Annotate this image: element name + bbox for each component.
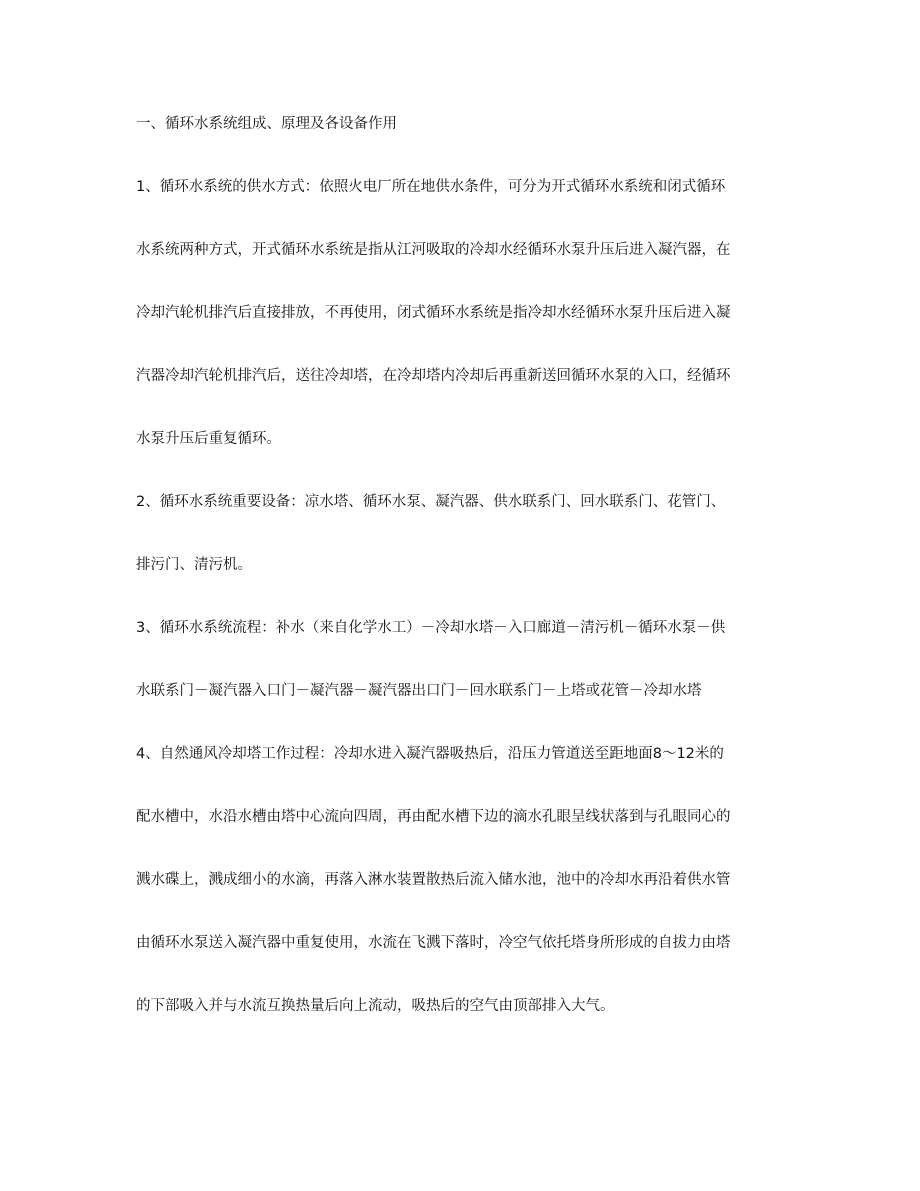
text-line: 的下部吸入并与水流互换热量后向上流动，吸热后的空气由顶部排入大气。 [136,998,615,1014]
text-line: 1、循环水系统的供水方式：依照火电厂所在地供水条件，可分为开式循环水系统和闭式循环 [136,179,726,195]
text-line: 配水槽中，水沿水槽由塔中心流向四周，再由配水槽下边的滴水孔眼呈线状落到与孔眼同心的 [136,809,731,825]
text-line: 水系统两种方式，开式循环水系统是指从江河吸取的冷却水经循环水泵升压后进入凝汽器，在 [136,242,731,258]
text-line: 汽器冷却汽轮机排汽后，送往冷却塔，在冷却塔内冷却后再重新送回循环水泵的入口，经循环 [136,368,731,384]
text-line: 水联系门－凝汽器入口门－凝汽器－凝汽器出口门－回水联系门－上塔或花管－冷却水塔 [136,683,702,699]
text-line: 排污门、清污机。 [136,557,252,573]
text-line: 由循环水泵送入凝汽器中重复使用，水流在飞溅下落时，冷空气依托塔身所形成的自拔力由塔 [136,935,731,951]
text-line: 4、自然通风冷却塔工作过程：冷却水进入凝汽器吸热后，沿压力管道送至距地面8～12米的 [136,746,724,762]
text-line: 2、循环水系统重要设备：凉水塔、循环水泵、凝汽器、供水联系门、回水联系门、花管门、 [136,494,726,510]
text-line: 冷却汽轮机排汽后直接排放，不再使用，闭式循环水系统是指冷却水经循环水泵升压后进入凝 [136,305,731,321]
text-line: 溅水碟上，溅成细小的水滴，再落入淋水装置散热后流入储水池，池中的冷却水再沿着供水管 [136,872,731,888]
text-line: 3、循环水系统流程：补水（来自化学水工）－冷却水塔－入口廊道－清污机－循环水泵－供 [136,620,726,636]
section-heading: 一、循环水系统组成、原理及各设备作用 [136,116,397,132]
text-line: 水泵升压后重复循环。 [136,431,281,447]
